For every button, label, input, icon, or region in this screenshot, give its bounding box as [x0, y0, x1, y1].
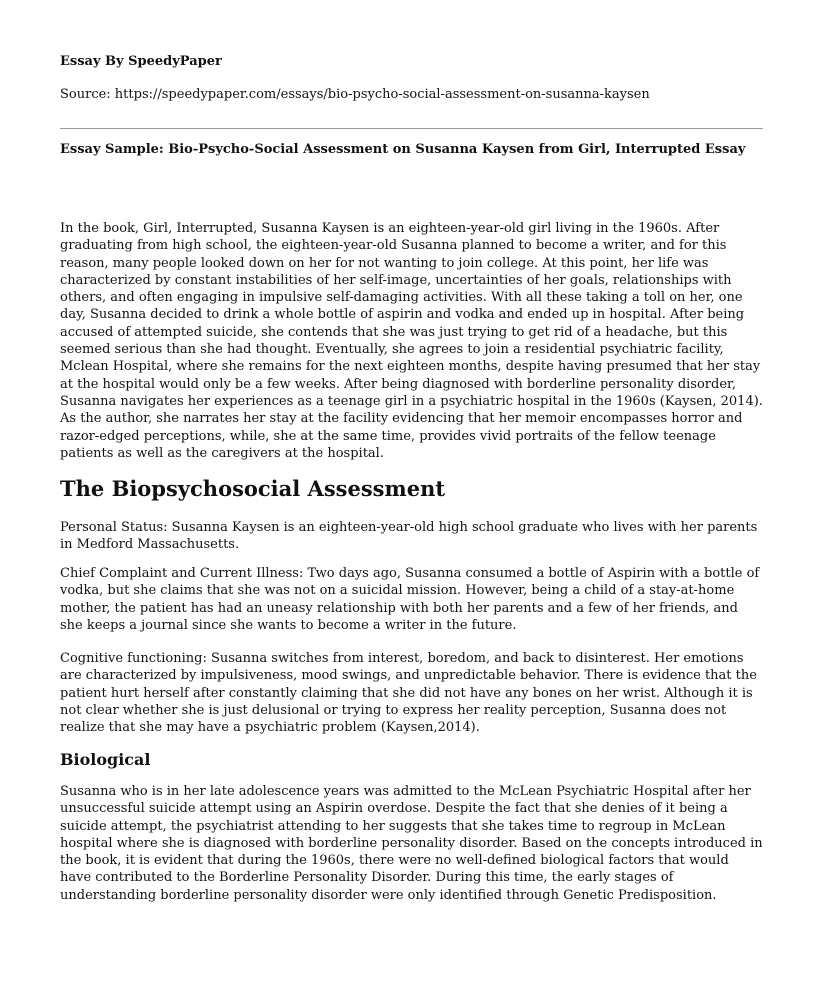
essay-author: Essay By SpeedyPaper — [60, 54, 222, 69]
intro-paragraph: In the book, Girl, Interrupted, Susanna Kaysen is an eighteen-year-old girl living in the 1960s. After graduating from high school, the eighteen-year-old Susanna planned to become a writer, and for this reason, many people looked down on her for not wanting to join college. At this point, her life was characterized by constant instabilities of her self-image, uncertainties of her goals, relationships with others, and often engaging in impulsive self-damaging activities. With all these taking a toll on her, one day, Susanna decided to drink a whole bottle of aspirin and vodka and ended up in hospital. After being accused of attempted suicide, she contends that she was just trying to get rid of a headache, but this seemed serious than she had thought. Eventually, she agrees to join a residential psychiatric facility, Mclean Hospital, where she remains for the next eighteen months, despite having presumed that her stay at the hospital would only be a few weeks. After being diagnosed with borderline personality disorder, Susanna navigates her experiences as a teenage girl in a psychiatric hospital in the 1960s (Kaysen, 2014). As the author, she narrates her stay at the facility evidencing that her memoir encompasses horror and razor-edged perceptions, while, she at the same time, provides vivid portraits of the fellow teenage patients as well as the caregivers at the hospital. — [60, 221, 763, 461]
divider — [60, 128, 763, 129]
chief-complaint-paragraph: Chief Complaint and Current Illness: Two days ago, Susanna consumed a bottle of Aspirin with a bottle of vodka, but she claims that she was not on a suicidal mission. However, being a child of a stay-at-home mother, the patient has had an uneasy relationship with both her parents and a few of her friends, and she keeps a journal since she wants to become a writer in the future. — [60, 566, 760, 633]
essay-title: Essay Sample: Bio-Psycho-Social Assessment on Susanna Kaysen from Girl, Interrupted Essay — [60, 142, 746, 157]
cognitive-paragraph: Cognitive functioning: Susanna switches from interest, boredom, and back to disinterest. Her emotions are characterized by impulsiveness, mood swings, and unpredictable behavior. There is evidence that the patient hurt herself after constantly claiming that she did not have any bones on her wrist. Although it is not clear whether she is just delusional or trying to express her reality perception, Susanna does not realize that she may have a psychiatric problem (Kaysen,2014). — [60, 651, 757, 736]
section-heading: The Biopsychosocial Assessment — [60, 476, 446, 501]
source-line: Source: https://speedypaper.com/essays/bio-psycho-social-assessment-on-susanna-kaysen — [60, 87, 650, 102]
biological-paragraph: Susanna who is in her late adolescence years was admitted to the McLean Psychiatric Hospital after her unsuccessful suicide attempt using an Aspirin overdose. Despite the fact that she denies of it being a suicide attempt, the psychiatrist attending to her suggests that she takes time to regroup in McLean hospital where she is diagnosed with borderline personality disorder. Based on the concepts introduced in the book, it is evident that during the 1960s, there were no well-defined biological factors that would have contributed to the Borderline Personality Disorder. During this time, the early stages of understanding borderline personality disorder were only identified through Genetic Predisposition. — [60, 784, 763, 903]
personal-status-paragraph: Personal Status: Susanna Kaysen is an eighteen-year-old high school graduate who lives with her parents in Medford Massachusetts. — [60, 520, 758, 553]
subsection-heading: Biological — [60, 750, 151, 769]
